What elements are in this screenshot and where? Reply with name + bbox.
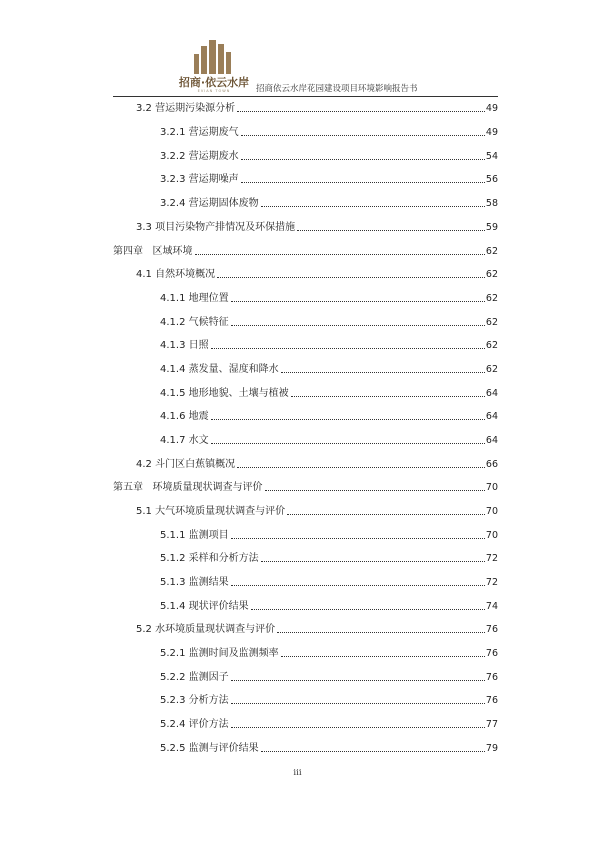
toc-entry[interactable]: 5.1.3 监测结果 72 xyxy=(160,577,498,588)
toc-chapter-entry[interactable]: 第四章 区域环境 62 xyxy=(113,246,498,257)
header-divider xyxy=(113,96,498,97)
toc-entry[interactable]: 3.2.1 营运期废气 49 xyxy=(160,127,498,138)
toc-entry[interactable]: 4.2 斗门区白蕉镇概况 66 xyxy=(136,459,498,470)
toc-entry[interactable]: 3.3 项目污染物产排情况及环保措施 59 xyxy=(136,222,498,233)
toc-entry[interactable]: 5.2.2 监测因子 76 xyxy=(160,672,498,683)
toc-entry[interactable]: 4.1 自然环境概况 62 xyxy=(136,269,498,280)
logo-subtext: EVIAN TOWN xyxy=(197,89,231,93)
company-logo xyxy=(178,40,250,95)
toc-entry[interactable]: 5.1 大气环境质量现状调查与评价 70 xyxy=(136,506,498,517)
toc-entry[interactable]: 4.1.1 地理位置 62 xyxy=(160,293,498,304)
toc-entry[interactable]: 3.2.2 营运期废水 54 xyxy=(160,151,498,162)
toc-entry[interactable]: 3.2.4 营运期固体废物 58 xyxy=(160,198,498,209)
toc-entry[interactable]: 3.2.3 营运期噪声 56 xyxy=(160,174,498,185)
toc-entry[interactable]: 5.2.1 监测时间及监测频率 76 xyxy=(160,648,498,659)
toc-entry[interactable]: 3.2 营运期污染源分析 49 xyxy=(136,103,498,114)
toc-entry[interactable]: 5.1.2 采样和分析方法 72 xyxy=(160,553,498,564)
toc-entry[interactable]: 5.1.4 现状评价结果 74 xyxy=(160,601,498,612)
toc-entry[interactable]: 4.1.5 地形地貌、土壤与植被 64 xyxy=(160,388,498,399)
toc-entry[interactable]: 4.1.6 地震 64 xyxy=(160,411,498,422)
toc-chapter-entry[interactable]: 第五章 环境质量现状调查与评价 70 xyxy=(113,482,498,493)
toc-entry[interactable]: 5.2 水环境质量现状调查与评价 76 xyxy=(136,624,498,635)
toc-entry[interactable]: 4.1.4 蒸发量、湿度和降水 62 xyxy=(160,364,498,375)
logo-brand-text: 招商·依云水岸 xyxy=(178,76,250,89)
toc-entry[interactable]: 5.2.3 分析方法 76 xyxy=(160,695,498,706)
toc-entry[interactable]: 4.1.7 水文 64 xyxy=(160,435,498,446)
toc-entry[interactable]: 4.1.2 气候特征 62 xyxy=(160,317,498,328)
page-number: iii xyxy=(293,768,302,778)
toc-entry[interactable]: 4.1.3 日照 62 xyxy=(160,340,498,351)
building-logo-icon xyxy=(194,40,234,74)
toc-entry[interactable]: 5.2.4 评价方法 77 xyxy=(160,719,498,730)
document-header-title: 招商依云水岸花园建设项目环境影响报告书 xyxy=(256,84,418,94)
toc-entry[interactable]: 5.1.1 监测项目 70 xyxy=(160,530,498,541)
toc-entry[interactable]: 5.2.5 监测与评价结果 79 xyxy=(160,743,498,754)
